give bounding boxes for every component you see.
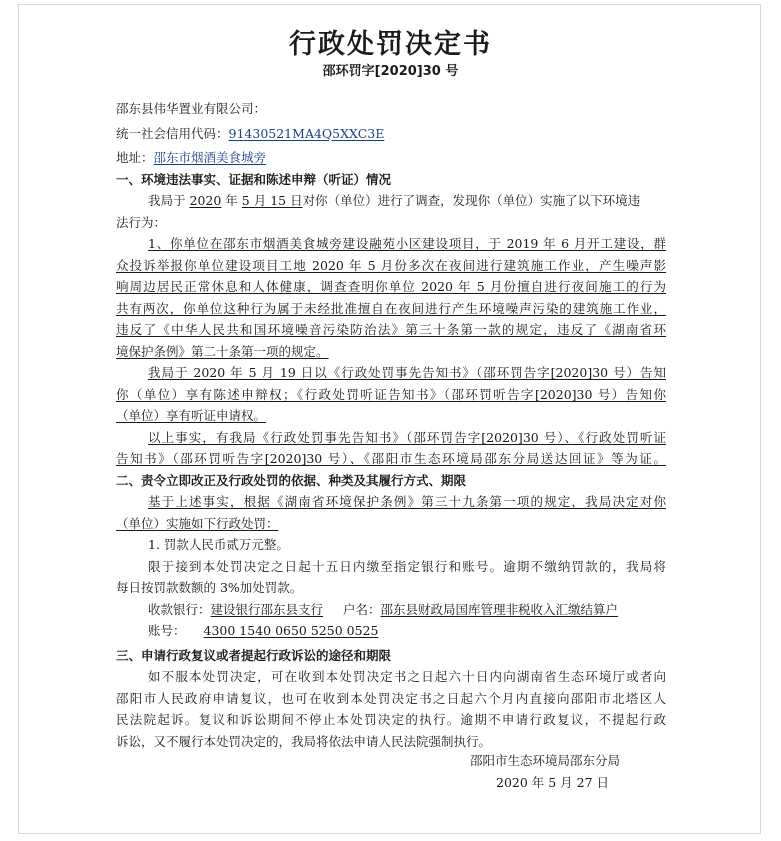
account-row [116,620,666,642]
violation-facts [116,233,666,362]
section1-heading: 一、环境违法事实、证据和陈述申辩（听证）情况 [116,171,392,187]
credit-code-label: 统一社会信用代码： [116,125,229,141]
fact-line: 共有两次，你单位这种行为属于未经批准擅自在夜间进行产生环境噪声污染的建筑施工作业， [116,300,666,316]
document-title: 行政处罚决定书 [289,29,492,60]
address-label: 地址： [116,150,154,165]
recipient: 邵东县伟华置业有限公司： [116,101,267,116]
fact-line: 1、你单位在邵东市烟酒美食城旁建设融苑小区建设项目，于 2019 年 6 月开工建设，群 [148,236,666,251]
payee-label: 户名： [343,601,381,617]
hearing-notice: 我局于 2020 年 5 月 19 日以《行政处罚事先告知书》（邵环罚告字[2020]30 号）告知 你（单位）享有陈述申辩权；《行政处罚听证告知书》（邵环罚听告字[2020]30 号）告知你 （单位）享有听证申请权。 [116,365,666,423]
payment-terms-cont: 每日按罚款数额的 3%加处罚款。 [116,580,303,595]
account-number: 4300 1540 0650 5250 0525 [203,623,379,638]
fact-line: 违反了《中华人民共和国环境噪音污染防治法》第三十条第一款的规定，违反了《湖南省环 [116,322,666,337]
penalty-amount: 1. 罚款人民币贰万元整。 [148,537,289,552]
credit-code-value: 91430521MA4Q5XXC3E [228,125,385,141]
address-value: 邵东市烟酒美食城旁 [153,150,267,165]
account-label: 账号： [148,623,186,638]
document-number: 邵环罚字[2020]30 号 [322,64,459,79]
evidence-list: 以上事实，有我局《行政处罚事先告知书》（邵环罚告字[2020]30 号）、《行政处罚听证 告知书》（邵环罚听告字[2020]30 号）、《邵阳市生态环境局邵东分局送达回证》等为证。 [116,429,666,466]
bank-name: 建设银行邵东县支行 [210,601,324,617]
bank-label: 收款银行： [148,601,211,617]
address-row [116,147,666,169]
fact-line: 响周边居民正常休息和人体健康，调查查明你单位 2020 年 5 月份擅自进行夜间施工的行为 [116,279,666,294]
credit-code-row [116,123,666,145]
issuing-authority: 邵阳市生态环境局邵东分局 [470,753,621,768]
bank-row [116,599,666,621]
issue-date: 2020 年 5 月 27 日 [496,775,610,790]
investigation-year: 2020 [189,193,222,208]
investigation-date: 5 月 15 日 [241,193,303,208]
appeal-paragraph: 如不服本处罚决定，可在收到本处罚决定书之日起六十日内向湖南省生态环境厅或者向 邵阳市人民政府申请复议，也可在收到本处罚决定书之日起六个月内直接向邵阳市北塔区人 民法院起诉。复议和诉讼期间不停止本处罚决定的执行。逾期不申请行政复议，不提起行政 诉讼，又不履行本处罚决定的，我局将依法申请人民法院强制执行。 [116,669,666,749]
document-body: 邵东县伟华置业有限公司： 统一社会信用代码：91430521MA4Q5XXC3E 地址：邵东市烟酒美食城旁 一、环境违法事实、证据和陈述申辩（听证）情况 我局于 2020 年 5 月 15 日对你（单位）进行了调查，发现你（单位）实施了以下环境违 法行为： 1、你单位在邵东市烟酒美食城旁建设融苑小区建设项目，于 2019 年 6 月开工建设，群 众投诉举报你单位建设项目工地 2020 年 5 月份多次在夜间进行建筑施工作业，产生噪声影 响周边居民正常休息和人体健康，调查查明你单位 2020 年 5 月份擅自进行夜间施工的行为 共有两次，你单位这种行为属于未经批准擅自在夜间进行产生环境噪声污染的建筑施工作业， 违反了《中华人民共和国环境噪音污染防治法》第三十条第一款的规定，违反了《湖南省环 境保护条例》第二十条第一项的规定。 我局于 2020 年 5 月 19 日以《行政处罚事先告知书》（邵环罚告字[2020]30 号）告知 你（单位）享有陈述申辩权；《行政处罚听证告知书》（邵环罚听告字[2020]30 号）告知你 （单位）享有听证申请权。 以上事实，有我局《行政处罚事先告知书》（邵环罚告字[2020]30 号）、《行政处罚听证 告知书》（邵环罚听告字[2020]30 号）、《邵阳市生态环境局邵东分局送达回证》等为证。 二、责令立即改正及行政处罚的依据、种类及其履行方式、期限 基于上述事实，根据《湖南省环境保护条例》第三十九条第一项的规定，我局决定对你 （单位）实施如下行政处罚： 1. 罚款人民币贰万元整。 限于接到本处罚决定之日起十五日内缴至指定银行和账号。逾期不缴纳罚款的，我局将 每日按罚款数额的 3%加处罚款。 收款银行：建设银行邵东县支行 户名：邵东县财政局国库管理非税收入汇缴结算户 账号： 4300 1540 0650 5250 0525 三、申请行政复议或者提起行政诉讼的途径和期限 如不服本处罚决定，可在收到本处罚决定书之日起六十日内向湖南省生态环境厅或者向 邵阳市人民政府申请复议，也可在收到本处罚决定书之日起六个月内直接向邵阳市北塔区人 民法院起诉。复议和诉讼期间不停止本处罚决定的执行。逾期不申请行政复议，不提起行政 诉讼，又不履行本处罚决定的，我局将依法申请人民法院强制执行。 [116,98,666,752]
signature-block [470,750,620,794]
section2-heading: 二、责令立即改正及行政处罚的依据、种类及其履行方式、期限 [116,472,467,488]
payee-name: 邵东县财政局国库管理非税收入汇缴结算户 [380,601,619,617]
fact-line: 境保护条例》第二十条第一项的规定。 [116,343,329,359]
payment-terms: 限于接到本处罚决定之日起十五日内缴至指定银行和账号。逾期不缴纳罚款的，我局将 [148,558,666,574]
penalty-basis: 基于上述事实，根据《湖南省环境保护条例》第三十九条第一项的规定，我局决定对你 （单位）实施如下行政处罚： [116,494,666,531]
investigation-intro: 我局于 2020 年 5 月 15 日对你（单位）进行了调查，发现你（单位）实施了以下环境违 [148,193,641,208]
section3-heading: 三、申请行政复议或者提起行政诉讼的途径和期限 [116,647,392,663]
fact-line: 众投诉举报你单位建设项目工地 2020 年 5 月份多次在夜间进行建筑施工作业，产生噪声影 [116,257,666,273]
